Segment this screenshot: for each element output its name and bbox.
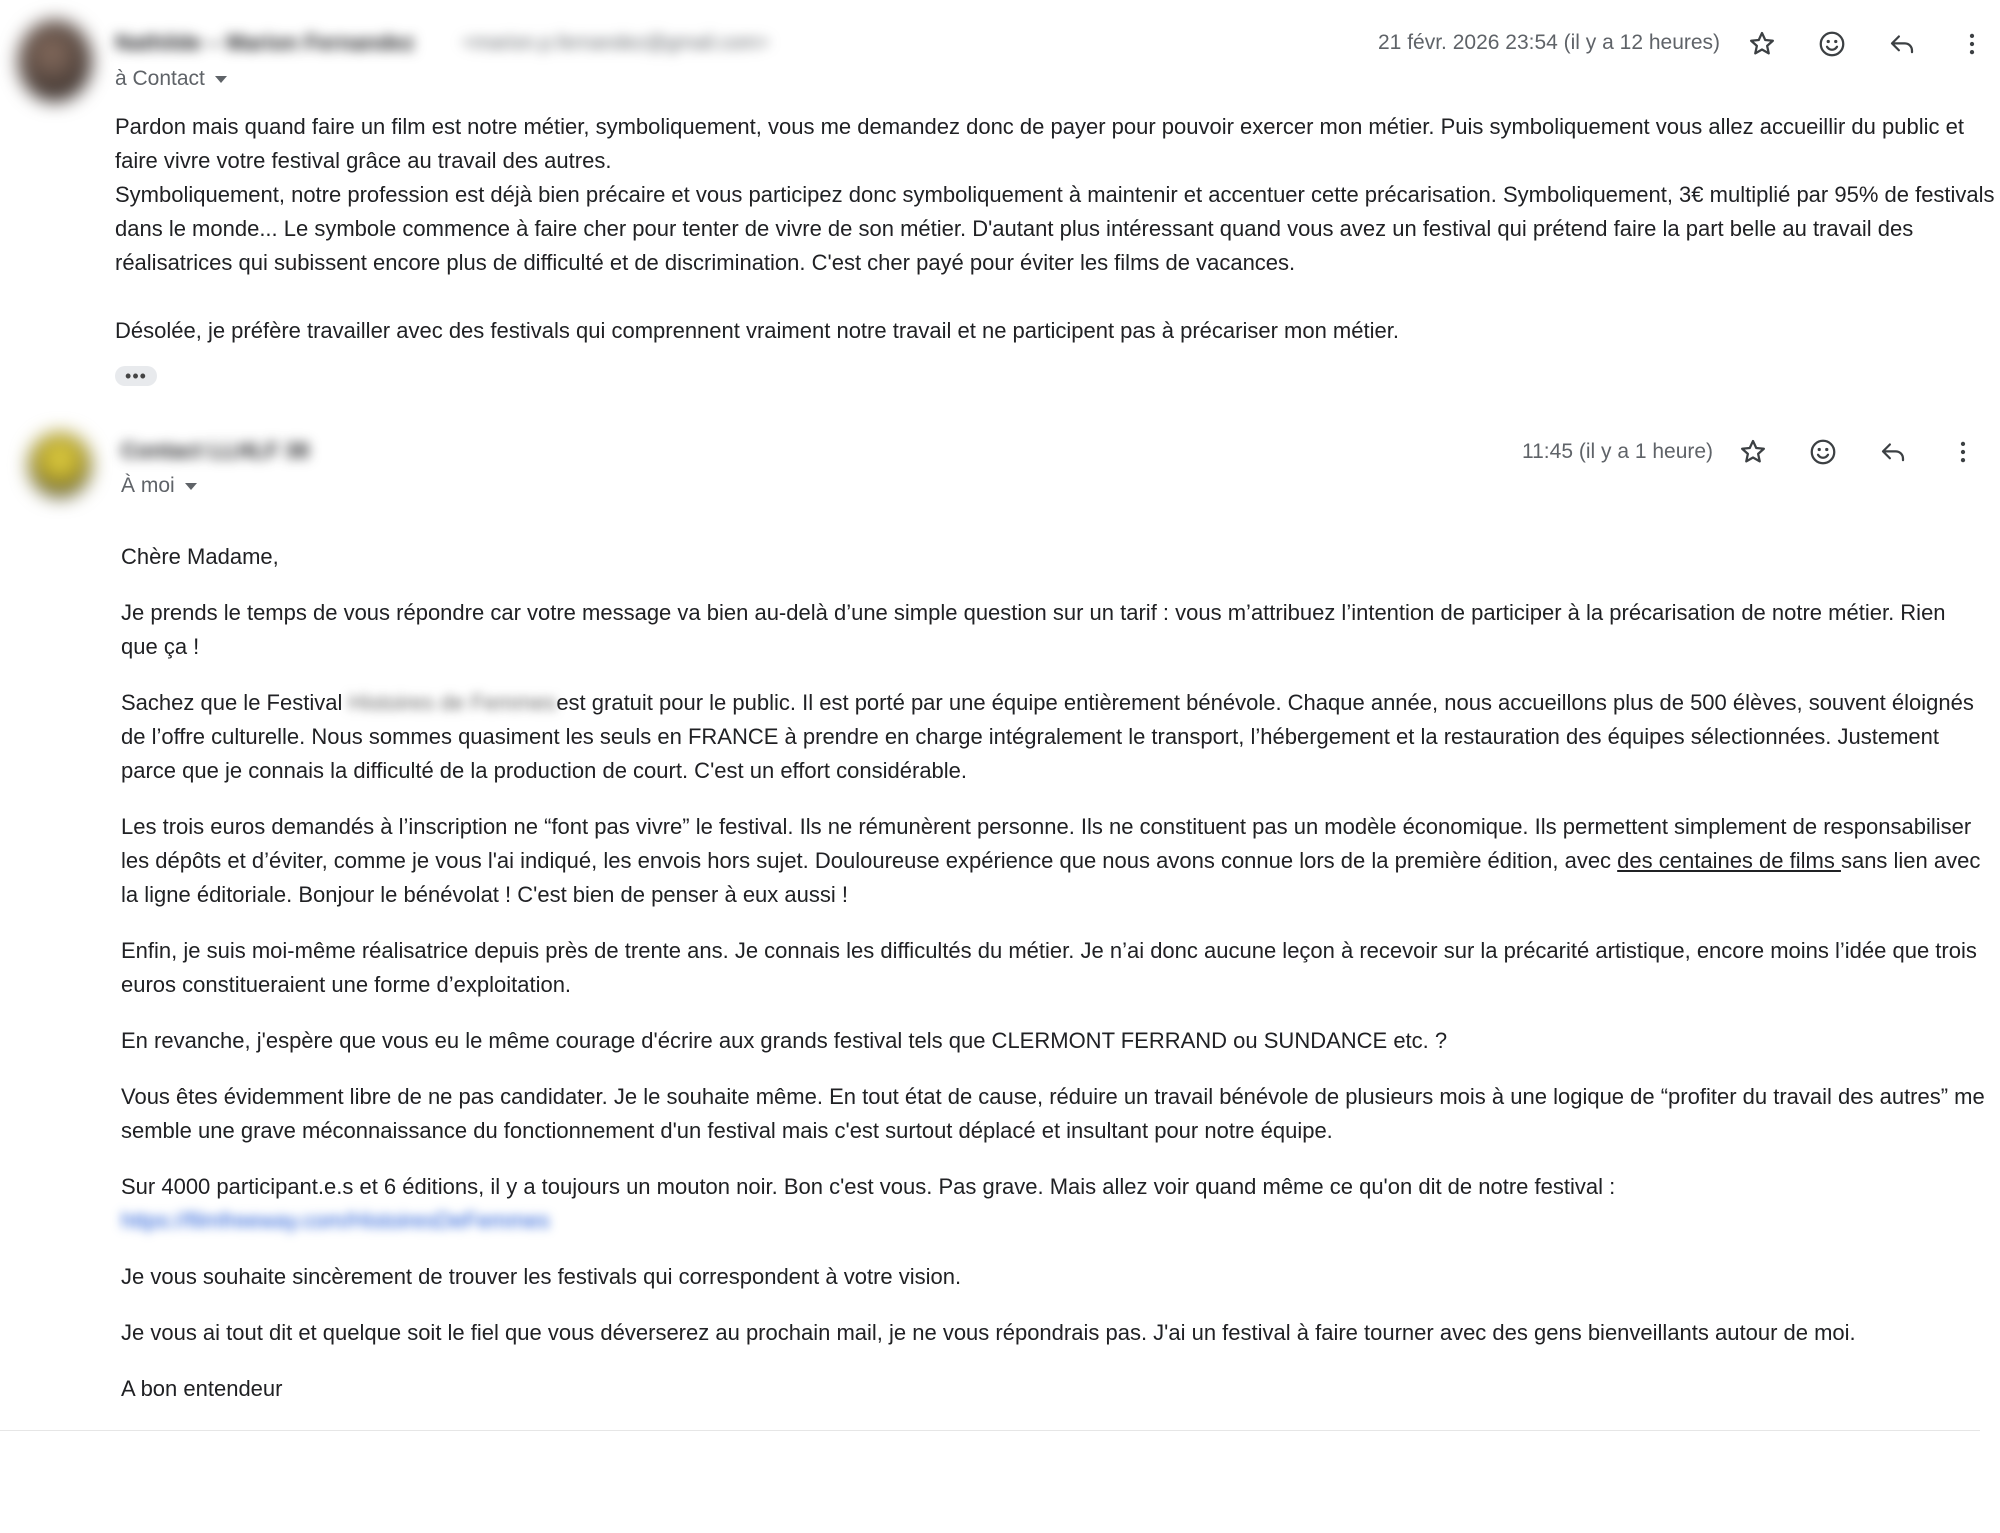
- more-options-button[interactable]: [1952, 24, 1992, 64]
- body-paragraph: Je prends le temps de vous répondre car votre message va bien au-delà d’une simple question sur un tarif : vous m’attribuez l’intention de participer à la précarisation de notre métier. Rien que ça !: [121, 600, 1946, 659]
- reply-icon: [1878, 437, 1908, 467]
- show-trimmed-content-button[interactable]: •••: [115, 366, 157, 386]
- body-paragraph: Je vous ai tout dit et quelque soit le fiel que vous déverserez au prochain mail, je ne vous répondrais pas. J'ai un festival à faire tourner avec des gens bienveillants autour de moi.: [121, 1320, 1856, 1345]
- emoji-react-button[interactable]: [1812, 24, 1852, 64]
- more-vert-icon: [1948, 437, 1978, 467]
- body-paragraph: Désolée, je préfère travailler avec des festivals qui comprennent vraiment notre travail et ne participent pas à précariser mon métier.: [115, 318, 1399, 343]
- body-paragraph: [121, 1170, 1987, 1238]
- recipient-label: à Contact: [115, 67, 205, 90]
- recipient-details-toggle[interactable]: [121, 474, 197, 498]
- star-icon: [1747, 29, 1777, 59]
- reply-button[interactable]: [1882, 24, 1922, 64]
- recipient-details-toggle[interactable]: [115, 67, 227, 91]
- reply-icon: [1887, 29, 1917, 59]
- body-paragraph: [121, 810, 1987, 912]
- body-paragraph: Enfin, je suis moi-même réalisatrice depuis près de trente ans. Je connais les difficultés du métier. Je n’ai donc aucune leçon à recevoir sur la précarité artistique, encore moins l’idée que trois euros constitueraient une forme d’exploitation.: [121, 938, 1977, 997]
- text-segment: sans lien avec la ligne éditoriale. Bonjour le bénévolat ! C'est bien de penser à eux aussi !: [121, 848, 1981, 907]
- more-vert-icon: [1957, 29, 1987, 59]
- text-segment: Sur 4000 participant.e.s et 6 éditions, il y a toujours un mouton noir. Bon c'est vous. Pas grave. Mais allez voir quand même ce qu'on dit de notre festival :: [121, 1174, 1616, 1199]
- message-body: [121, 540, 1987, 1428]
- star-icon: [1738, 437, 1768, 467]
- sender-name[interactable]: Nathilde – Marion Fernandez: [115, 30, 415, 55]
- sender-avatar[interactable]: [18, 20, 92, 102]
- body-paragraph: Symboliquement, notre profession est déjà bien précaire et vous participez donc symboliquement à maintenir et accentuer cette précarisation. Symboliquement, 3€ multiplié par 95% de festivals dans le monde... Le symbole commence à faire cher pour tenter de vivre de son métier. D'autant plus intéressant quand vous avez un festival qui prétend faire la part belle au travail des réalisatrices qui subissent encore plus de difficulté et de discrimination. C'est cher payé pour éviter les films de vacances.: [115, 182, 1995, 275]
- message-body: [115, 110, 1995, 348]
- chevron-down-icon: [185, 483, 197, 490]
- sign-off: A bon entendeur: [121, 1376, 283, 1401]
- emoji-react-button[interactable]: [1803, 432, 1843, 472]
- sender-name[interactable]: Contact LLHLF 38: [121, 438, 310, 463]
- body-paragraph: [121, 686, 1987, 788]
- sender-email: <marion.p.fernandez@gmail.com>: [462, 32, 770, 54]
- emoji-icon: [1817, 29, 1847, 59]
- more-options-button[interactable]: [1943, 432, 1983, 472]
- sender-avatar[interactable]: [28, 432, 92, 498]
- underlined-link[interactable]: des centaines de films: [1617, 848, 1841, 873]
- emoji-icon: [1808, 437, 1838, 467]
- body-paragraph: Je vous souhaite sincèrement de trouver les festivals qui correspondent à votre vision.: [121, 1264, 962, 1289]
- body-paragraph: Vous êtes évidemment libre de ne pas candidater. Je le souhaite même. En tout état de cause, réduire un travail bénévole de plusieurs mois à une logique de “profiter du travail des autres” me semble une grave méconnaissance du fonctionnement d'un festival mais c'est surtout déplacé et insultant pour notre équipe.: [121, 1084, 1985, 1143]
- festival-link[interactable]: https://filmfreeway.com/HistoiresDeFemmes: [121, 1208, 550, 1233]
- chevron-down-icon: [215, 76, 227, 83]
- text-segment: Sachez que le Festival: [121, 690, 349, 715]
- thread-divider: [0, 1430, 1980, 1431]
- text-segment: Les trois euros demandés à l’inscription ne “font pas vivre” le festival. Ils ne rémunèrent personne. Ils ne constituent pas un modèle économique. Ils permettent simplement de responsabiliser les dépôts et d’éviter, comme je vous l'ai indiqué, les envois hors sujet. Douloureuse expérience que nous avons connue lors de la première édition, avec: [121, 814, 1972, 873]
- recipient-label: À moi: [121, 474, 175, 497]
- body-paragraph: Pardon mais quand faire un film est notre métier, symboliquement, vous me demandez donc de payer pour pouvoir exercer mon métier. Puis symboliquement vous allez accueillir du public et faire vivre votre festival grâce au travail des autres.: [115, 114, 1964, 173]
- greeting: Chère Madame,: [121, 544, 279, 569]
- message-timestamp: 11:45 (il y a 1 heure): [1522, 440, 1714, 463]
- text-segment: est gratuit pour le public. Il est porté par une équipe entièrement bénévole. Chaque année, nous accueillons plus de 500 élèves, souvent éloignés de l’offre culturelle. Nous sommes quasiment les seuls en FRANCE à prendre en charge intégralement le transport, l’hébergement et la restauration des équipes sélectionnées. Justement parce que je connais la difficulté de la production de court. C'est un effort considérable.: [121, 690, 1974, 783]
- star-button[interactable]: [1733, 432, 1773, 472]
- star-button[interactable]: [1742, 24, 1782, 64]
- message-timestamp: 21 févr. 2026 23:54 (il y a 12 heures): [1378, 31, 1721, 54]
- body-paragraph: En revanche, j'espère que vous eu le même courage d'écrire aux grands festival tels que CLERMONT FERRAND ou SUNDANCE etc. ?: [121, 1028, 1448, 1053]
- festival-name-redacted: Histoires de Femmes: [348, 690, 557, 715]
- reply-button[interactable]: [1873, 432, 1913, 472]
